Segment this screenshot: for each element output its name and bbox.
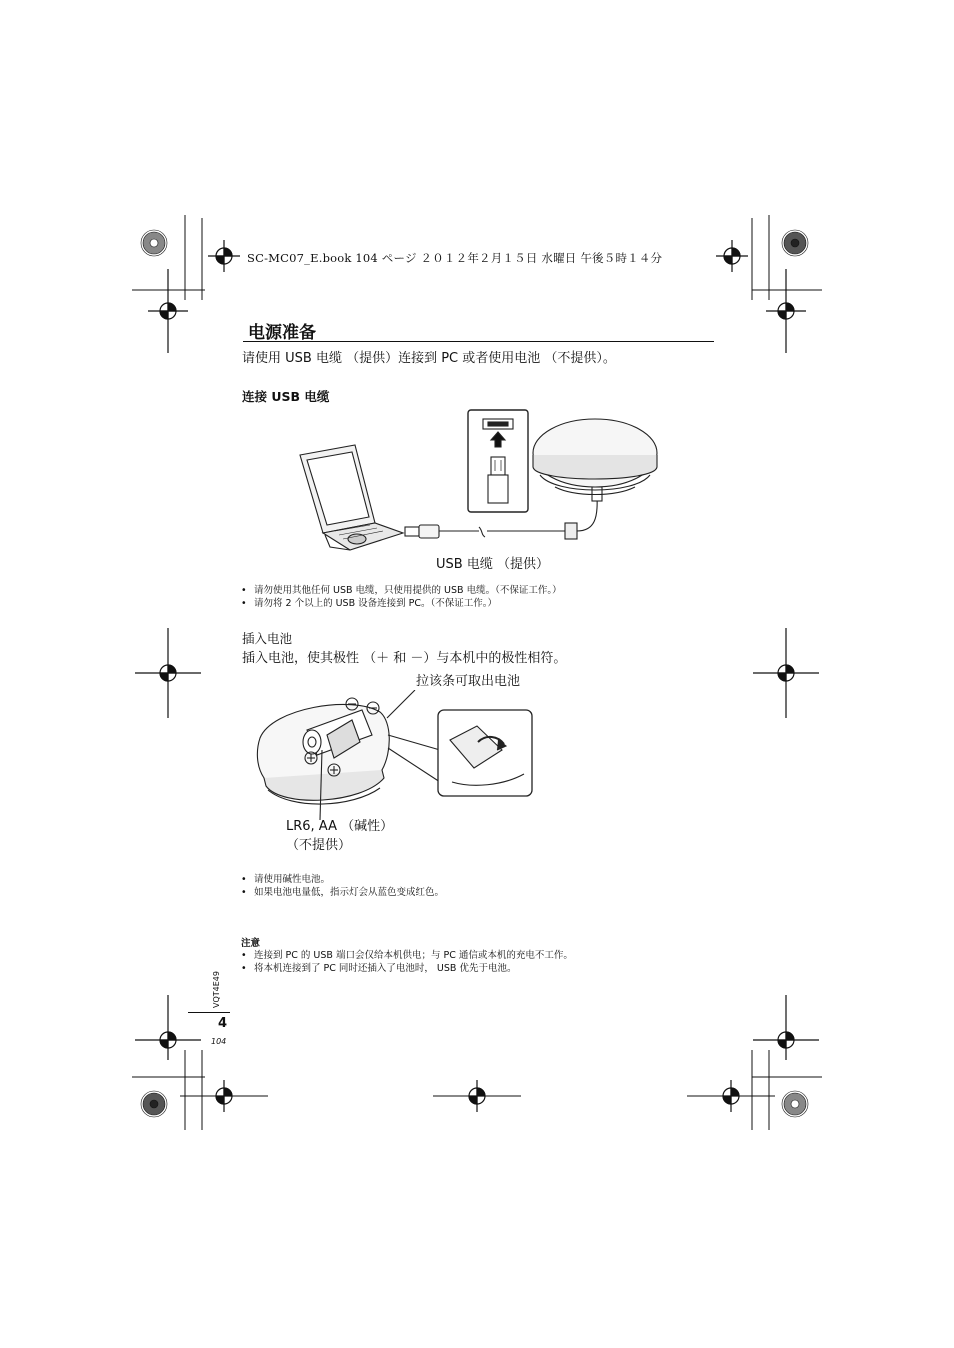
battery-illustration [252,690,536,820]
list-item: • 请勿将 2 个以上的 USB 设备连接到 PC。（不保证工作。） [241,597,562,610]
battery-instruction: 插入电池，使其极性 （＋ 和 －）与本机中的极性相符。 [242,651,567,666]
print-file-header: SC-MC07_E.book 104 ページ ２０１２年２月１５日 水曜日 午後５時１４分 [247,251,663,265]
list-item: • 如果电池电量低，指示灯会从蓝色变成红色。 [241,886,444,899]
section-title: 电源准备 [248,323,316,343]
battery-heading: 插入电池 [242,631,293,646]
section-intro: 请使用 USB 电缆 （提供）连接到 PC 或者使用电池 （不提供）。 [242,351,616,366]
document-code: VQT4E49 [212,971,221,1008]
battery-type: LR6, AA （碱性） [286,819,394,834]
usb-notes [241,584,562,610]
caution-notes [241,949,573,975]
page-number: 4 [218,1016,228,1031]
usb-heading: 连接 USB 电缆 [242,389,330,404]
usb-connection-illustration [295,405,665,555]
battery-supply: （不提供） [286,838,352,853]
battery-notes [241,873,444,899]
list-item: • 将本机连接到了 PC 同时还插入了电池时， USB 优先于电池。 [241,962,573,975]
page-number-rule [188,1012,230,1013]
usb-cable-caption: USB 电缆 （提供） [436,557,549,572]
list-item: • 请勿使用其他任何 USB 电缆，只使用提供的 USB 电缆。（不保证工作。） [241,584,562,597]
sub-page-number: 104 [211,1037,227,1046]
list-item: • 连接到 PC 的 USB 端口会仅给本机供电；与 PC 通信或本机的充电不工作。 [241,949,573,962]
list-item: • 请使用碱性电池。 [241,873,444,886]
title-underline [243,341,714,342]
caution-heading: 注意 [241,938,261,949]
pull-strip-caption: 拉该条可取出电池 [416,674,521,689]
